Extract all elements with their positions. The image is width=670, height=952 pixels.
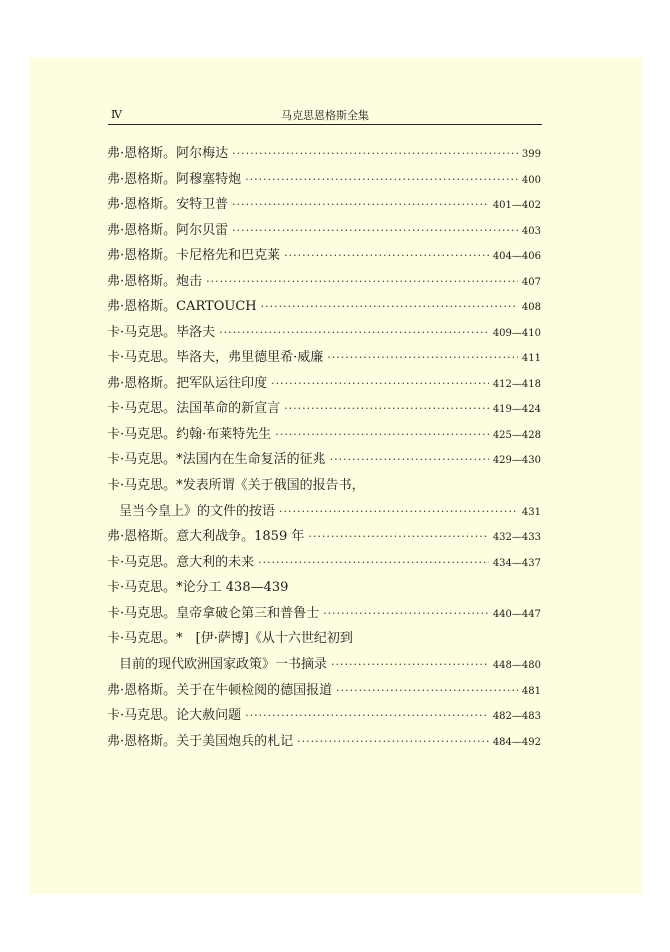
page-header	[108, 106, 542, 125]
table-of-contents	[107, 141, 541, 754]
toc-entry[interactable]	[107, 729, 541, 755]
toc-page-range: 401—402	[492, 200, 541, 211]
toc-entry[interactable]	[107, 218, 541, 244]
toc-work-title: 阿尔贝雷	[176, 222, 229, 238]
toc-author: 卡·马克思。	[107, 350, 177, 365]
leader-dots	[279, 499, 518, 525]
leader-dots	[232, 141, 518, 167]
toc-page-range: 448—480	[492, 660, 541, 671]
toc-author: 弗·恩格斯。	[107, 682, 177, 698]
toc-work-title-continued: 目前的现代欧洲国家政策》一书摘录	[119, 657, 328, 672]
toc-work-title: 阿穆塞特炮	[176, 171, 242, 187]
leader-dots	[261, 294, 518, 320]
toc-page-range: 403	[521, 225, 541, 237]
toc-work-title: 毕洛夫	[176, 324, 216, 340]
toc-page-range: 481	[521, 685, 541, 697]
leader-dots	[323, 601, 489, 627]
toc-work-title: CARTOUCH	[176, 299, 257, 314]
leader-dots	[331, 652, 489, 678]
toc-author: 卡·马克思。	[107, 605, 177, 621]
toc-author: 弗·恩格斯。	[107, 171, 177, 187]
toc-page-range: 440—447	[492, 608, 541, 620]
toc-author: 弗·恩格斯。	[107, 146, 177, 161]
toc-author: 卡·马克思。	[107, 477, 177, 493]
toc-entry[interactable]	[107, 447, 541, 473]
toc-page-range: 484—492	[492, 736, 541, 748]
toc-page-range: 400	[521, 174, 541, 186]
toc-work-title: 关于在牛顿检阅的德国报道	[176, 682, 333, 698]
toc-entry[interactable]	[107, 294, 541, 320]
toc-work-title: 卡尼格先和巴克莱	[176, 248, 281, 263]
toc-entry[interactable]	[107, 167, 541, 193]
toc-page-range: 411	[521, 353, 541, 364]
leader-dots	[258, 550, 489, 576]
toc-work-title: 意大利战争。1859 年	[176, 529, 305, 544]
toc-author: 卡·马克思。	[107, 631, 177, 646]
toc-author: 弗·恩格斯。	[107, 248, 177, 263]
book-title: 马克思恩格斯全集	[281, 109, 369, 122]
toc-work-title: * [伊·萨博]《从十六世纪初到	[176, 631, 353, 646]
toc-entry[interactable]	[107, 550, 541, 576]
toc-work-title: 意大利的未来	[176, 554, 255, 570]
toc-author: 弗·恩格斯。	[107, 197, 177, 212]
toc-work-title-continued: 呈当今皇上》的文件的按语	[119, 503, 276, 519]
toc-work-title: 安特卫普	[176, 197, 229, 212]
toc-entry[interactable]	[107, 141, 541, 167]
toc-author: 卡·马克思。	[107, 324, 177, 340]
toc-page-range: 432—433	[492, 532, 541, 543]
leader-dots	[308, 524, 488, 550]
toc-work-title: 约翰·布莱特先生	[176, 426, 272, 442]
leader-dots	[219, 320, 489, 346]
toc-entry[interactable]	[107, 678, 541, 704]
toc-page-range: 407	[521, 276, 541, 288]
toc-work-title: 炮击	[176, 273, 203, 289]
toc-author: 弗·恩格斯。	[107, 529, 177, 544]
toc-entry[interactable]	[107, 320, 541, 346]
toc-author: 卡·马克思。	[107, 426, 177, 442]
toc-work-title: *法国内在生命复活的征兆	[176, 452, 326, 467]
toc-author: 卡·马克思。	[107, 580, 177, 595]
toc-page-range: 408	[521, 302, 541, 313]
leader-dots	[297, 729, 489, 755]
toc-work-title: *论分工 438—439	[176, 580, 289, 595]
leader-dots	[330, 447, 489, 473]
leader-dots	[284, 396, 489, 422]
leader-dots	[336, 678, 518, 704]
toc-author: 卡·马克思。	[107, 554, 177, 570]
toc-entry[interactable]	[107, 524, 541, 550]
toc-entry[interactable]	[107, 243, 541, 269]
toc-author: 弗·恩格斯。	[107, 299, 177, 314]
toc-entry[interactable]	[107, 345, 541, 371]
toc-page-range: 431	[521, 506, 541, 518]
toc-work-title: 把军队运往印度	[176, 375, 268, 391]
toc-page-range: 404—406	[492, 251, 541, 262]
toc-work-title: 毕洛夫，弗里德里希·威廉	[176, 350, 324, 365]
toc-work-title: *发表所谓《关于俄国的报告书，	[176, 477, 365, 493]
toc-work-title: 关于美国炮兵的札记	[176, 733, 294, 749]
toc-entry[interactable]	[107, 703, 541, 729]
toc-page-range: 425—428	[492, 429, 541, 441]
leader-dots	[271, 371, 489, 397]
toc-entry[interactable]	[107, 473, 541, 525]
toc-entry[interactable]	[107, 422, 541, 448]
toc-entry[interactable]	[107, 371, 541, 397]
toc-author: 弗·恩格斯。	[107, 222, 177, 238]
toc-author: 弗·恩格斯。	[107, 273, 177, 289]
leader-dots	[245, 703, 489, 729]
toc-page-range: 399	[521, 149, 541, 160]
toc-entry[interactable]	[107, 192, 541, 218]
toc-page-range: 434—437	[492, 557, 541, 569]
toc-author: 卡·马克思。	[107, 708, 177, 723]
toc-author: 卡·马克思。	[107, 452, 177, 467]
leader-dots	[284, 243, 489, 269]
toc-page-range: 409—410	[492, 327, 541, 339]
toc-entry[interactable]	[107, 626, 541, 678]
toc-work-title: 皇帝拿破仑第三和普鲁士	[176, 605, 320, 621]
page-number: Ⅳ	[111, 108, 122, 121]
leader-dots	[206, 269, 518, 295]
toc-author: 弗·恩格斯。	[107, 375, 177, 391]
toc-entry[interactable]	[107, 601, 541, 627]
toc-page-range: 412—418	[492, 378, 541, 390]
toc-page-range: 429—430	[492, 455, 541, 466]
toc-work-title: 阿尔梅达	[176, 146, 229, 161]
toc-entry[interactable]	[107, 269, 541, 295]
toc-page-range: 482—483	[492, 711, 541, 722]
toc-work-title: 论大赦问题	[176, 708, 242, 723]
leader-dots	[232, 218, 518, 244]
toc-page-range: 419—424	[492, 404, 541, 415]
leader-dots	[275, 422, 489, 448]
leader-dots	[232, 192, 489, 218]
leader-dots	[245, 167, 518, 193]
leader-dots	[327, 345, 518, 371]
toc-author: 卡·马克思。	[107, 401, 177, 416]
toc-work-title: 法国革命的新宣言	[176, 401, 281, 416]
toc-entry[interactable]	[107, 396, 541, 422]
toc-entry[interactable]	[107, 575, 541, 601]
toc-author: 弗·恩格斯。	[107, 733, 177, 749]
